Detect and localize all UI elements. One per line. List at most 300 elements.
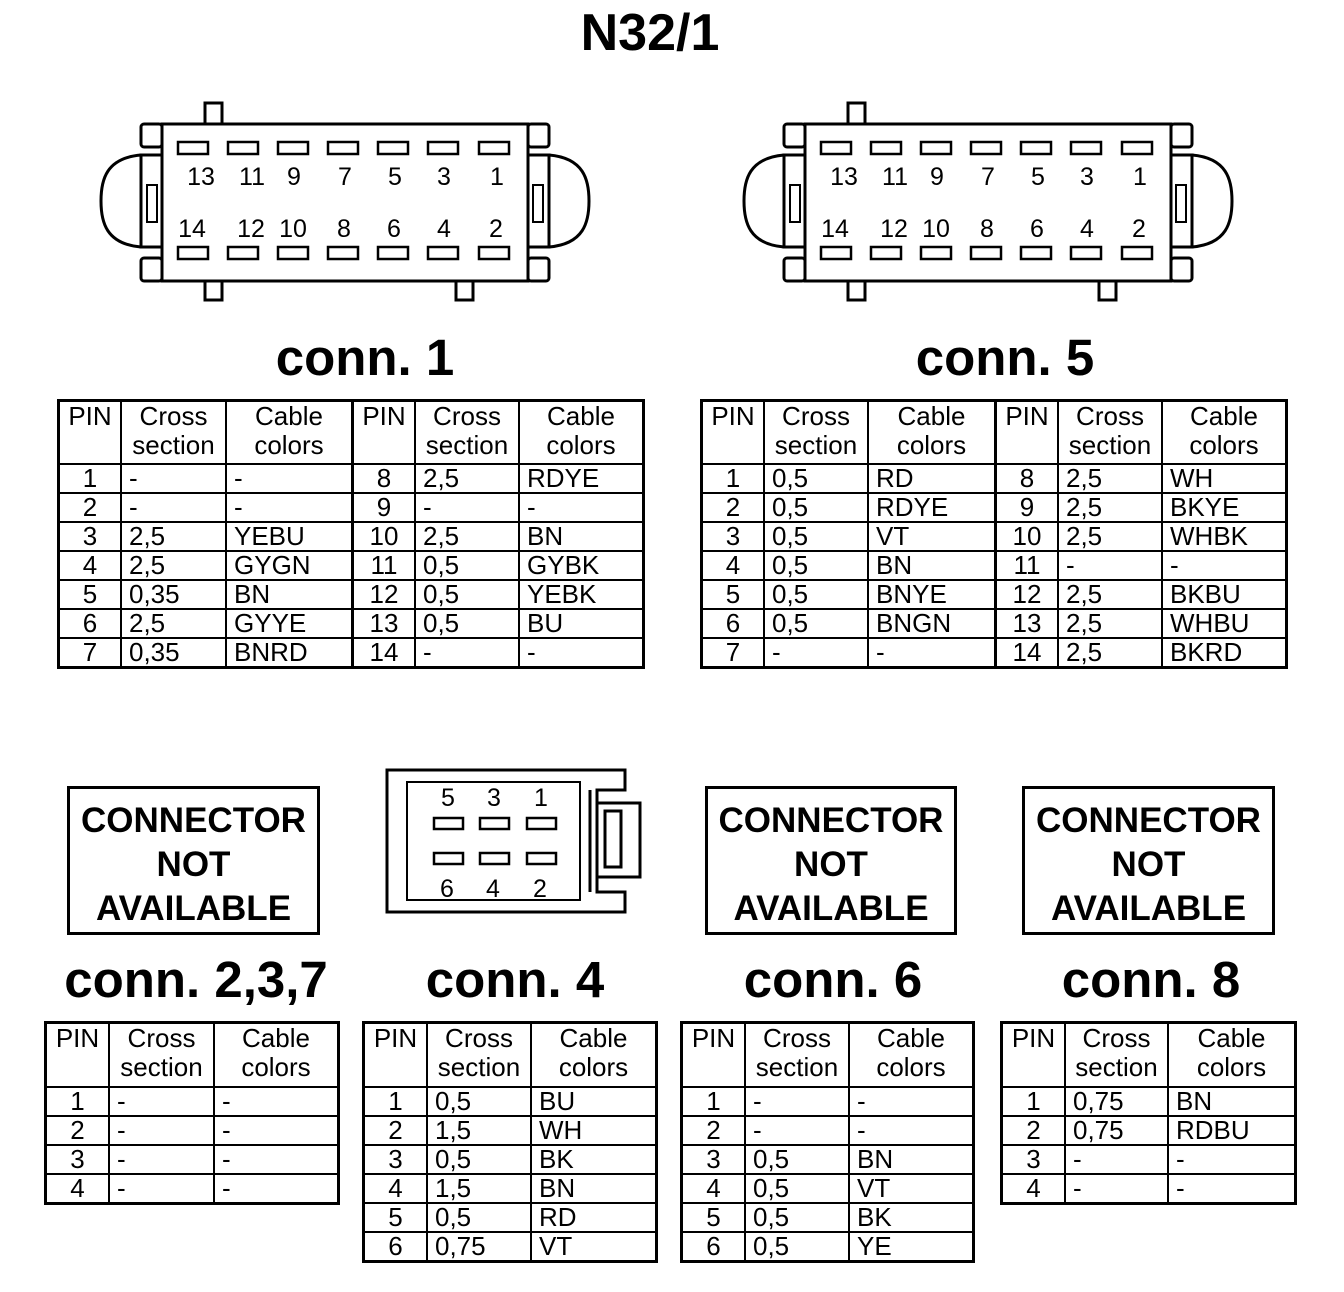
cable-color-cell: VT [530,1233,655,1260]
cable-color-cell: GYGN [225,552,351,579]
cable-color-cell: WHBU [1161,610,1285,637]
header-pin: PIN [68,402,112,431]
pin-number-cell: 13 [994,610,1057,637]
table-row [683,1115,972,1144]
cross-section-cell: - [1064,1146,1167,1173]
cross-section-cell: 0,5 [744,1146,848,1173]
table-row [365,1173,655,1202]
pin-number-cell: 10 [351,523,414,550]
pin-number: 5 [388,163,402,191]
pin-contact [480,853,509,864]
pin-number-cell: 7 [82,639,98,666]
cable-color-cell: BK [848,1204,972,1231]
cable-color-cell: BU [518,610,642,637]
table-row [683,1144,972,1173]
cable-color-cell: VT [848,1175,972,1202]
table-row [60,521,642,550]
cross-section-cell: 0,5 [763,552,867,579]
table-row [683,1202,972,1231]
locking-tab [1099,281,1116,300]
cross-section-cell: 0,5 [744,1233,848,1260]
table-row [365,1086,655,1115]
table-row [47,1115,337,1144]
header-cable-colors: Cable colors [1161,402,1285,463]
cross-section-cell: 0,5 [744,1204,848,1231]
header-cross-section: Cross section [763,402,867,463]
pin-number-cell: 2 [706,1117,721,1144]
pin-contact [178,247,208,259]
connector-6-label: conn. 6 [743,951,923,1008]
cross-section-cell: - [120,465,225,492]
pin-contact [228,247,258,259]
connector-5-label: conn. 5 [915,329,1095,386]
header-pin: PIN [373,1024,418,1053]
table-row [683,1231,972,1260]
header-pin: PIN [351,402,414,463]
cable-color-cell: WH [530,1117,655,1144]
cross-section-cell: 2,5 [120,552,225,579]
pin-number-cell: 13 [351,610,414,637]
cable-color-cell: - [213,1117,337,1144]
cross-section-cell: - [120,494,225,521]
pin-contact [328,247,358,259]
cross-section-cell: 2,5 [414,465,518,492]
cable-color-cell: YE [848,1233,972,1260]
table-row [1003,1115,1294,1144]
pin-number: 1 [534,784,548,812]
cross-section-cell: 0,5 [414,581,518,608]
pin-number: 12 [880,215,908,243]
latch-slot [605,811,621,867]
pin-number-cell: 1 [706,1088,721,1115]
table-row [703,521,1285,550]
cross-section-cell: - [1057,552,1161,579]
pin-number-cell: 12 [994,581,1057,608]
connector-6-pin-table [680,1021,975,1263]
pin-number-cell: 1 [725,465,741,492]
cable-color-cell: BU [530,1088,655,1115]
latch-slot [790,185,800,222]
cable-color-cell: - [867,639,994,666]
pin-number: 3 [437,163,451,191]
pin-number-cell: 1 [388,1088,403,1115]
cable-color-cell: RDYE [518,465,642,492]
pin-number: 2 [1132,215,1146,243]
connector-1-pin-table [57,399,645,669]
connector-5-pin-table [700,399,1288,669]
corner-block [784,258,805,281]
table-row [365,1202,655,1231]
cable-color-cell: WHBK [1161,523,1285,550]
pin-number: 11 [882,163,908,191]
corner-block [141,258,162,281]
pin-contact [480,818,509,829]
cross-section-cell: 0,75 [1064,1117,1167,1144]
pin-contact [1071,142,1101,154]
cross-section-cell: 0,5 [426,1204,530,1231]
pin-number: 13 [830,163,858,191]
latch-left [784,155,805,247]
cable-color-cell: RDYE [867,494,994,521]
table-row [60,608,642,637]
header-cable-colors: Cable colors [867,402,994,463]
pin-number: 14 [178,215,206,243]
cable-color-cell: BKRD [1161,639,1285,666]
locking-tab [848,281,865,300]
table-row [1003,1086,1294,1115]
corner-block [141,124,162,147]
pin-number: 5 [441,784,455,812]
cross-section-cell: 0,5 [763,465,867,492]
cable-color-cell: BN [1167,1088,1294,1115]
cross-section-cell: 0,5 [763,494,867,521]
pin-number: 6 [1030,215,1044,243]
pin-number: 1 [490,163,504,191]
pin-number-cell: 2 [70,1117,85,1144]
pin-contact [1122,142,1152,154]
pin-number-cell: 6 [706,1233,721,1260]
cross-section-cell: 0,5 [744,1175,848,1202]
pin-number-cell: 2 [82,494,98,521]
pin-number-cell: 8 [351,465,414,492]
table-row [60,637,642,666]
corner-block [1171,258,1192,281]
cross-section-cell: 2,5 [1057,639,1161,666]
cable-color-cell: YEBK [518,581,642,608]
table-row [1003,1173,1294,1202]
cable-color-cell: BNRD [225,639,351,666]
cable-color-cell: BN [225,581,351,608]
cross-section-cell: - [744,1088,848,1115]
cable-color-cell: - [213,1146,337,1173]
pin-number: 3 [487,784,501,812]
pin-number: 13 [187,163,215,191]
cross-section-cell: - [108,1175,213,1202]
header-cross-section: Cross section [120,402,225,463]
pin-number-cell: 5 [388,1204,403,1231]
cross-section-cell: 2,5 [1057,523,1161,550]
pin-number-cell: 11 [994,552,1057,579]
latch-arm-right [1192,155,1232,247]
pin-number-cell: 3 [70,1146,85,1173]
cable-color-cell: - [1161,552,1285,579]
table-row [60,492,642,521]
pin-contact [527,818,556,829]
pin-contact [434,818,463,829]
table-header-row [47,1024,337,1086]
cable-color-cell: - [848,1117,972,1144]
cross-section-cell: 0,5 [763,523,867,550]
table-row [703,579,1285,608]
header-pin: PIN [711,402,755,431]
pin-number-cell: 5 [725,581,741,608]
locking-tab [456,281,473,300]
cable-color-cell: BKYE [1161,494,1285,521]
table-row [60,463,642,492]
pin-contact [871,247,901,259]
pin-number: 7 [338,163,352,191]
header-cross-section: Cross section [414,402,518,463]
cross-section-cell: 2,5 [1057,581,1161,608]
table-row [60,579,642,608]
table-row [683,1173,972,1202]
pin-number: 10 [279,215,307,243]
latch-arm-left [101,155,141,247]
cable-color-cell: - [225,465,351,492]
cable-color-cell: - [518,639,642,666]
table-header-row [683,1024,972,1086]
cable-color-cell: RDBU [1167,1117,1294,1144]
header-cable-colors: Cable colors [848,1024,972,1086]
pin-contact [821,142,851,154]
page-title: N32/1 [580,4,720,62]
header-cable-colors: Cable colors [1167,1024,1294,1086]
pin-number-cell: 10 [994,523,1057,550]
cross-section-cell: - [763,639,867,666]
connector-4-label: conn. 4 [425,951,605,1008]
cross-section-cell: - [414,494,518,521]
cross-section-cell: - [108,1088,213,1115]
pin-contact [971,247,1001,259]
cross-section-cell: 0,5 [414,610,518,637]
pin-contact [1122,247,1152,259]
cross-section-cell: - [108,1117,213,1144]
pin-number-cell: 2 [1026,1117,1041,1144]
latch-slot [147,185,157,222]
cross-section-cell: 1,5 [426,1117,530,1144]
pin-number: 6 [440,875,454,903]
pin-contact [971,142,1001,154]
table-row [47,1173,337,1202]
pin-number-cell: 5 [82,581,98,608]
connector-2-3-7-pin-table [44,1021,340,1205]
table-row [703,550,1285,579]
pin-number-cell: 3 [388,1146,403,1173]
cable-color-cell: - [213,1175,337,1202]
cross-section-cell: 0,5 [763,581,867,608]
header-pin: PIN [1011,1024,1056,1053]
pin-contact [228,142,258,154]
cable-color-cell: RD [530,1204,655,1231]
cross-section-cell: 1,5 [426,1175,530,1202]
table-row [703,637,1285,666]
header-cross-section: Cross section [1057,402,1161,463]
corner-block [784,124,805,147]
table-row [703,608,1285,637]
cable-color-cell: BNYE [867,581,994,608]
latch-slot [533,185,543,222]
header-cable-colors: Cable colors [213,1024,337,1086]
pin-number: 10 [922,215,950,243]
pin-number-cell: 4 [82,552,98,579]
pin-contact [871,142,901,154]
pin-number-cell: 4 [706,1175,721,1202]
locking-tab [205,103,222,124]
pin-contact [1071,247,1101,259]
latch-right [528,155,549,247]
latch-slot [1176,185,1186,222]
cable-color-cell: RD [867,465,994,492]
corner-block [528,124,549,147]
table-row [47,1144,337,1173]
header-cross-section: Cross section [1064,1024,1167,1086]
cross-section-cell: 2,5 [120,610,225,637]
cable-color-cell: BN [518,523,642,550]
table-row [365,1115,655,1144]
pin-contact [178,142,208,154]
cable-color-cell: BNGN [867,610,994,637]
cable-color-cell: - [848,1088,972,1115]
connector-1-diagram [101,103,589,300]
pin-number: 11 [239,163,265,191]
pin-number: 6 [387,215,401,243]
pin-contact [278,247,308,259]
table-row [365,1231,655,1260]
pin-contact [378,142,408,154]
cable-color-cell: - [1167,1175,1294,1202]
cross-section-cell: 2,5 [1057,494,1161,521]
pin-number-cell: 4 [70,1175,85,1202]
cable-color-cell: - [213,1088,337,1115]
pin-number-cell: 6 [725,610,741,637]
connector-5-diagram [744,103,1232,300]
connector-2-3-7-not-available-box: CONNECTOR NOT AVAILABLE [67,786,320,935]
pin-number-cell: 3 [82,523,98,550]
pin-number: 5 [1031,163,1045,191]
cross-section-cell: - [108,1146,213,1173]
cable-color-cell: - [225,494,351,521]
table-row [703,463,1285,492]
latch-right [1171,155,1192,247]
header-pin: PIN [691,1024,736,1053]
pin-number-cell: 5 [706,1204,721,1231]
pin-number-cell: 3 [706,1146,721,1173]
connector-2-3-7-label: conn. 2,3,7 [64,951,328,1008]
cross-section-cell: 0,5 [426,1146,530,1173]
pin-number-cell: 2 [725,494,741,521]
cross-section-cell: 0,5 [763,610,867,637]
locking-tab [205,281,222,300]
pin-number: 4 [1080,215,1094,243]
cross-section-cell: - [414,639,518,666]
header-cable-colors: Cable colors [518,402,642,463]
cable-color-cell: - [518,494,642,521]
pin-contact [921,142,951,154]
cable-color-cell: YEBU [225,523,351,550]
corner-block [1171,124,1192,147]
cable-color-cell: GYBK [518,552,642,579]
cross-section-cell: - [744,1117,848,1144]
cross-section-cell: 0,75 [1064,1088,1167,1115]
pin-number: 9 [287,163,301,191]
table-row [47,1086,337,1115]
cable-color-cell: BK [530,1146,655,1173]
pin-contact [527,853,556,864]
cross-section-cell: 2,5 [120,523,225,550]
pin-number: 7 [981,163,995,191]
pin-number-cell: 9 [351,494,414,521]
pin-number-cell: 4 [725,552,741,579]
pin-contact [278,142,308,154]
header-cross-section: Cross section [744,1024,848,1086]
cross-section-cell: 0,35 [120,581,225,608]
pin-number: 12 [237,215,265,243]
pin-contact [328,142,358,154]
pin-number-cell: 1 [1026,1088,1041,1115]
pin-number: 8 [337,215,351,243]
cable-color-cell: - [1167,1146,1294,1173]
pin-number: 9 [930,163,944,191]
cross-section-cell: 2,5 [1057,610,1161,637]
pin-number-cell: 1 [82,465,98,492]
header-cross-section: Cross section [108,1024,213,1086]
cross-section-cell: 0,5 [414,552,518,579]
locking-tab [848,103,865,124]
cable-color-cell: BN [530,1175,655,1202]
pin-contact [428,247,458,259]
pin-number-cell: 7 [725,639,741,666]
cable-color-cell: BN [848,1146,972,1173]
latch-left [141,155,162,247]
table-row [683,1086,972,1115]
pin-number-cell: 2 [388,1117,403,1144]
cross-section-cell: - [1064,1175,1167,1202]
header-pin: PIN [994,402,1057,463]
table-row [703,492,1285,521]
pin-number-cell: 6 [388,1233,403,1260]
connector-4-diagram [387,770,640,912]
pin-number: 2 [533,875,547,903]
pin-contact [428,142,458,154]
pin-number-cell: 4 [388,1175,403,1202]
latch-arm-right [549,155,589,247]
cross-section-cell: 0,35 [120,639,225,666]
table-header-row [60,402,642,463]
pin-number: 4 [437,215,451,243]
table-row [1003,1144,1294,1173]
connector-1-label: conn. 1 [275,329,455,386]
pin-number-cell: 3 [1026,1146,1041,1173]
pin-number-cell: 1 [70,1088,85,1115]
cable-color-cell: BKBU [1161,581,1285,608]
pin-number: 14 [821,215,849,243]
pin-contact [1021,247,1051,259]
cable-color-cell: VT [867,523,994,550]
pin-number-cell: 14 [351,639,414,666]
connector-8-pin-table [1000,1021,1297,1205]
table-header-row [703,402,1285,463]
pin-number-cell: 14 [994,639,1057,666]
cross-section-cell: 0,5 [426,1088,530,1115]
pin-contact [821,247,851,259]
cable-color-cell: BN [867,552,994,579]
pin-number-cell: 3 [725,523,741,550]
connector-8-not-available-box: CONNECTOR NOT AVAILABLE [1022,786,1275,935]
pin-number: 1 [1133,163,1147,191]
connector-8-label: conn. 8 [1061,951,1241,1008]
header-cable-colors: Cable colors [225,402,351,463]
pin-contact [921,247,951,259]
cross-section-cell: 2,5 [414,523,518,550]
pin-number-cell: 4 [1026,1175,1041,1202]
pin-number: 8 [980,215,994,243]
pin-number: 2 [489,215,503,243]
connector-4-pin-table [362,1021,658,1263]
pin-contact [434,853,463,864]
pin-number-cell: 11 [351,552,414,579]
pin-contact [479,142,509,154]
pin-number-cell: 9 [994,494,1057,521]
